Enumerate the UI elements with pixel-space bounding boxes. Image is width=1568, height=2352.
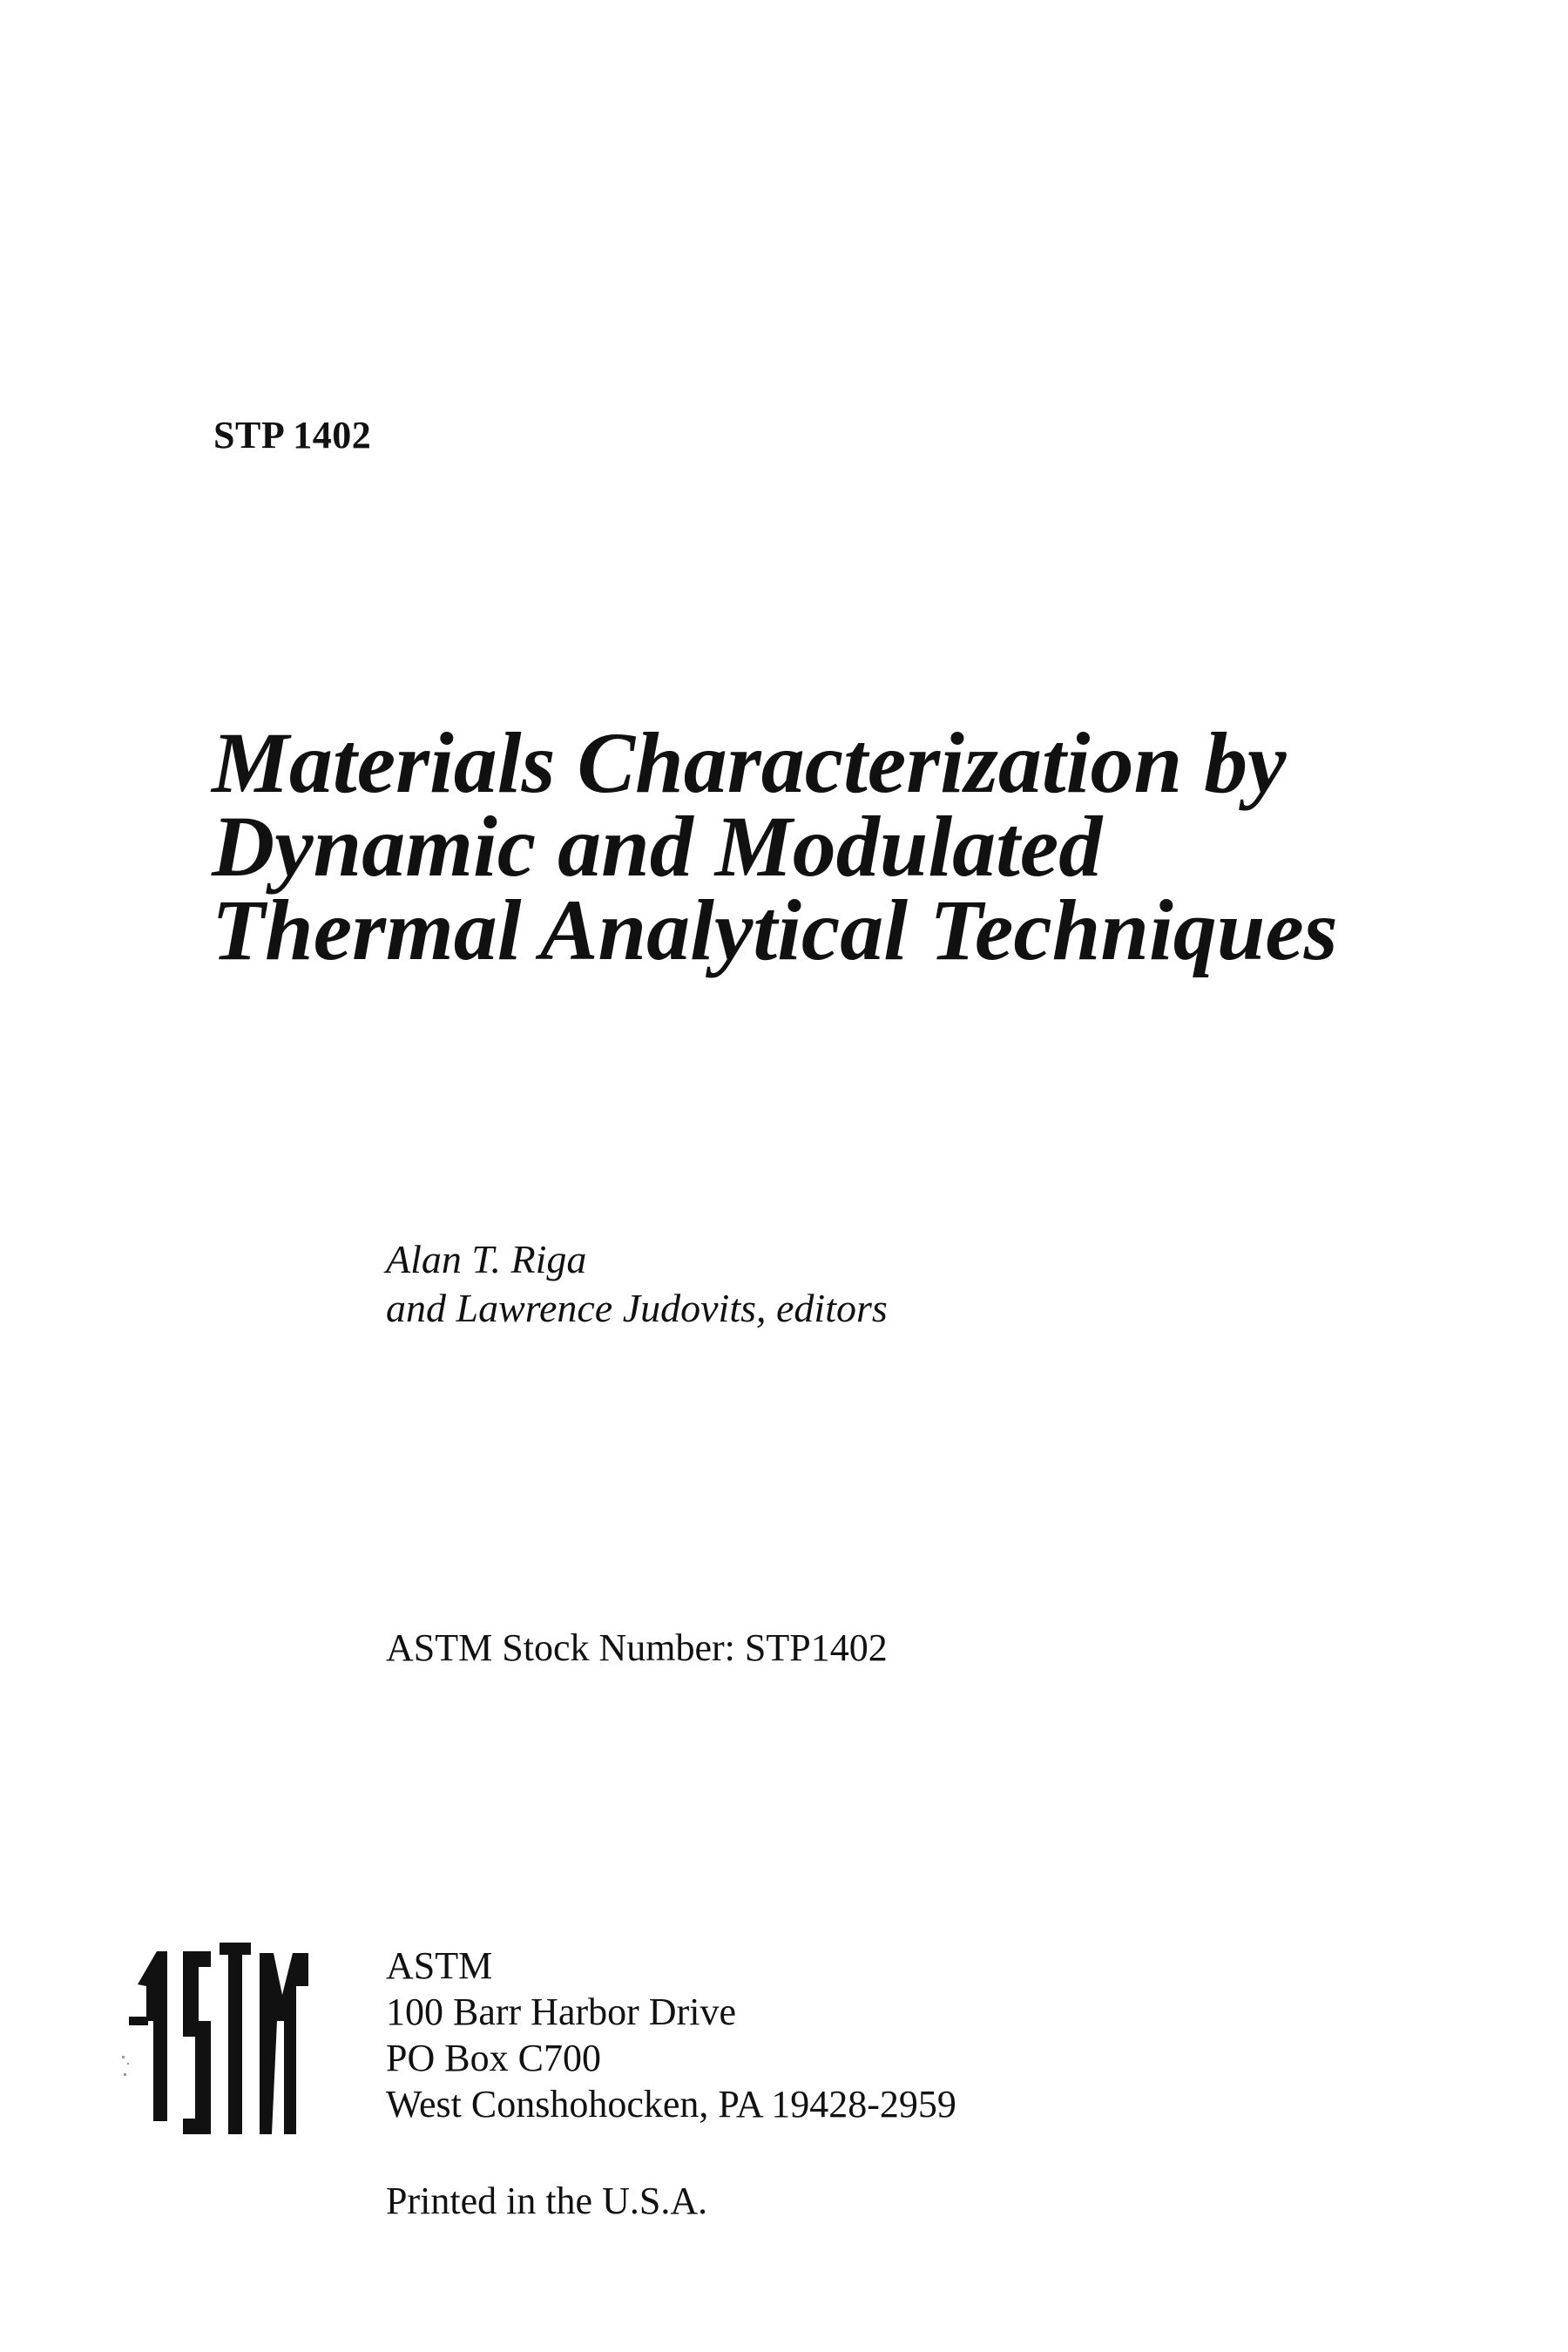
publisher-address <box>386 1943 956 2127</box>
editor-line-2: and Lawrence Judovits, editors <box>386 1286 888 1330</box>
address-city: West Conshohocken, PA 19428-2959 <box>386 2083 956 2126</box>
editors-block <box>386 1235 888 1333</box>
stock-number: ASTM Stock Number: STP1402 <box>386 1626 888 1669</box>
address-street: 100 Barr Harbor Drive <box>386 1990 736 2033</box>
publisher-name: ASTM <box>386 1944 493 1987</box>
editor-line-1: Alan T. Riga <box>386 1237 587 1281</box>
book-title-line-3: Thermal Analytical Techniques <box>212 882 1338 978</box>
series-number: STP 1402 <box>213 414 372 456</box>
book-title <box>212 714 1484 978</box>
address-po-box: PO Box C700 <box>386 2037 601 2079</box>
printed-in: Printed in the U.S.A. <box>386 2180 708 2222</box>
book-title-line-1: Materials Characterization by <box>212 714 1287 811</box>
book-title-line-2: Dynamic and Modulated <box>212 798 1103 895</box>
astm-logo-icon <box>122 1934 318 2139</box>
